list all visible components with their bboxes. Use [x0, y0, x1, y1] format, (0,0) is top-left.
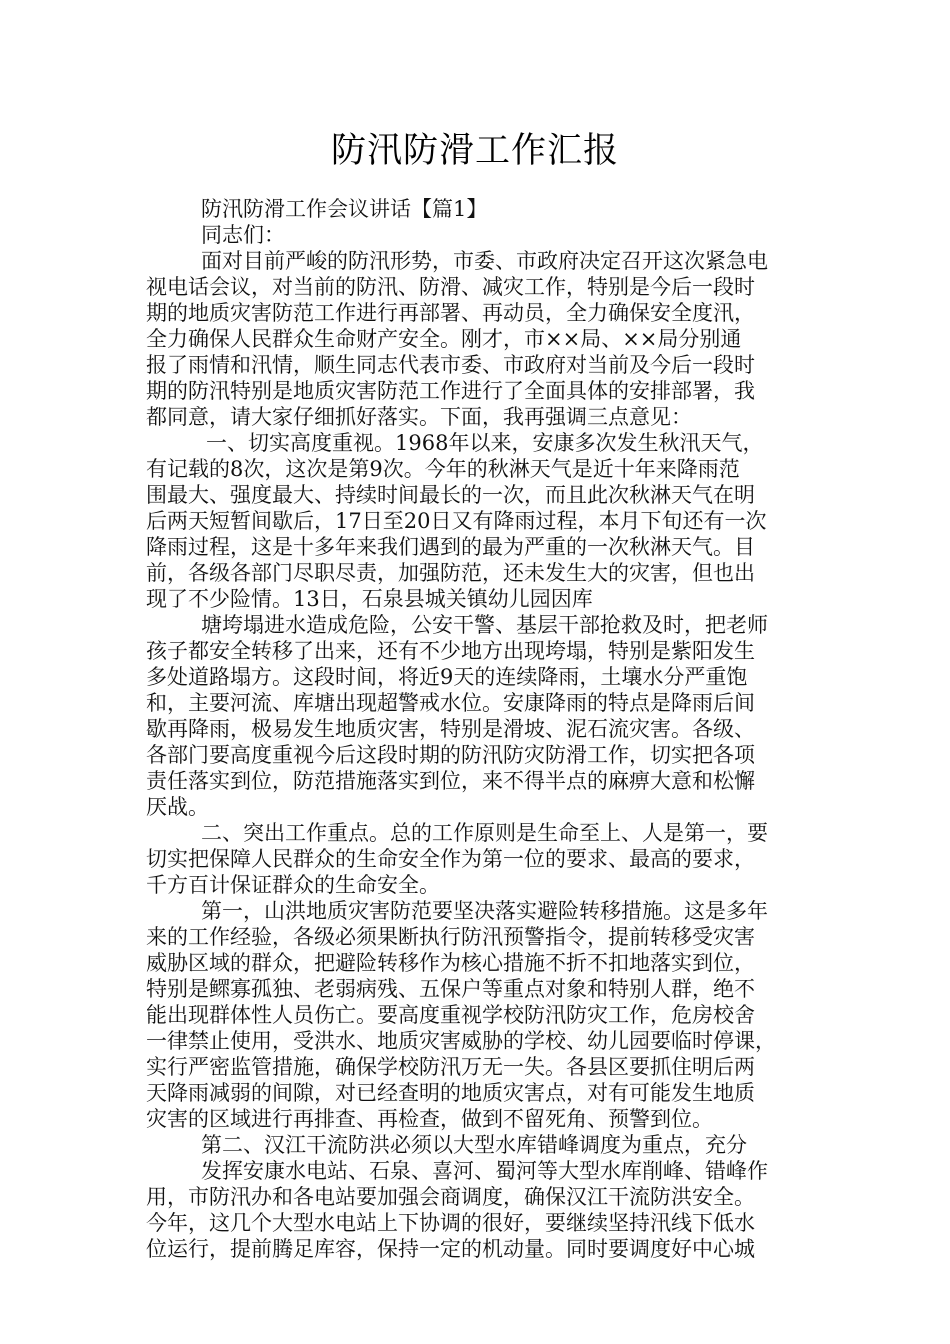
text-line: 位运行，提前腾足库容，保持一定的机动量。同时要调度好中心城: [146, 1237, 755, 1261]
text-line: 特别是鳏寡孤独、老弱病残、五保户等重点对象和特别人群，绝不: [146, 977, 755, 1001]
text-line: 能出现群体性人员伤亡。要高度重视学校防汛防灾工作，危房校舍: [146, 1003, 755, 1027]
text-line: 塘垮塌进水造成危险，公安干警、基层干部抢救及时，把老师: [201, 613, 768, 637]
text-line: 各部门要高度重视今后这段时期的防汛防灾防滑工作，切实把各项: [146, 743, 755, 767]
text-line: 面对目前严峻的防汛形势，市委、市政府决定召开这次紧急电: [201, 249, 768, 273]
text-line: 厌战。: [146, 795, 209, 819]
text-line: 全力确保人民群众生命财产安全。刚才，市××局、××局分别通: [146, 327, 742, 351]
text-line: 歇再降雨，极易发生地质灾害，特别是滑坡、泥石流灾害。各级、: [146, 717, 755, 741]
text-line: 责任落实到位，防范措施落实到位，来不得半点的麻痹大意和松懈: [146, 769, 755, 793]
text-line: 期的防汛特别是地质灾害防范工作进行了全面具体的安排部署，我: [146, 379, 755, 403]
text-line: 期的地质灾害防范工作进行再部署、再动员，全力确保安全度汛，: [146, 301, 755, 325]
text-line: 视电话会议，对当前的防汛、防滑、减灾工作，特别是今后一段时: [146, 275, 755, 299]
text-line: 今年，这几个大型水电站上下协调的很好，要继续坚持汛线下低水: [146, 1211, 755, 1235]
text-line: 千方百计保证群众的生命安全。: [146, 873, 440, 897]
text-line: 一、切实高度重视。1968年以来，安康多次发生秋汛天气，: [206, 431, 764, 455]
text-line: 有记载的8次，这次是第9次。今年的秋淋天气是近十年来降雨范: [146, 457, 740, 481]
text-line: 孩子都安全转移了出来，还有不少地方出现垮塌，特别是紫阳发生: [146, 639, 755, 663]
text-line: 发挥安康水电站、石泉、喜河、蜀河等大型水库削峰、错峰作: [201, 1159, 768, 1183]
document-title: 防汛防滑工作汇报: [330, 131, 619, 171]
text-line: 降雨过程，这是十多年来我们遇到的最为严重的一次秋淋天气。目: [146, 535, 755, 559]
text-line: 前，各级各部门尽职尽责，加强防范，还未发生大的灾害，但也出: [146, 561, 755, 585]
text-line: 同志们：: [201, 223, 285, 247]
document-body: [146, 196, 806, 1262]
text-line: 灾害的区域进行再排查、再检查，做到不留死角、预警到位。: [146, 1107, 713, 1131]
text-line: 和，主要河流、库塘出现超警戒水位。安康降雨的特点是降雨后间: [146, 691, 755, 715]
text-line: 实行严密监管措施，确保学校防汛万无一失。各县区要抓住明后两: [146, 1055, 755, 1079]
text-line: 围最大、强度最大、持续时间最长的一次，而且此次秋淋天气在明: [146, 483, 755, 507]
text-line: 一律禁止使用，受洪水、地质灾害威胁的学校、幼儿园要临时停课，: [146, 1029, 776, 1053]
text-line: 第一，山洪地质灾害防范要坚决落实避险转移措施。这是多年: [201, 899, 768, 923]
text-line: 防汛防滑工作会议讲话【篇1】: [201, 197, 488, 221]
text-line: 用，市防汛办和各电站要加强会商调度，确保汉江干流防洪安全。: [146, 1185, 755, 1209]
text-line: 来的工作经验，各级必须果断执行防汛预警指令，提前转移受灾害: [146, 925, 755, 949]
text-line: 二、突出工作重点。总的工作原则是生命至上、人是第一，要: [201, 821, 768, 845]
text-line: 现了不少险情。13日，石泉县城关镇幼儿园因库: [146, 587, 593, 611]
text-line: 天降雨减弱的间隙，对已经查明的地质灾害点，对有可能发生地质: [146, 1081, 755, 1105]
text-line: 都同意，请大家仔细抓好落实。下面，我再强调三点意见：: [146, 405, 692, 429]
text-line: 切实把保障人民群众的生命安全作为第一位的要求、最高的要求，: [146, 847, 755, 871]
text-line: 报了雨情和汛情，顺生同志代表市委、市政府对当前及今后一段时: [146, 353, 755, 377]
text-line: 第二、汉江干流防洪必须以大型水库错峰调度为重点，充分: [201, 1133, 747, 1157]
text-line: 多处道路塌方。这段时间，将近9天的连续降雨，土壤水分严重饱: [146, 665, 748, 689]
text-line: 威胁区域的群众，把避险转移作为核心措施不折不扣地落实到位，: [146, 951, 755, 975]
text-line: 后两天短暂间歇后，17日至20日又有降雨过程，本月下旬还有一次: [146, 509, 767, 533]
